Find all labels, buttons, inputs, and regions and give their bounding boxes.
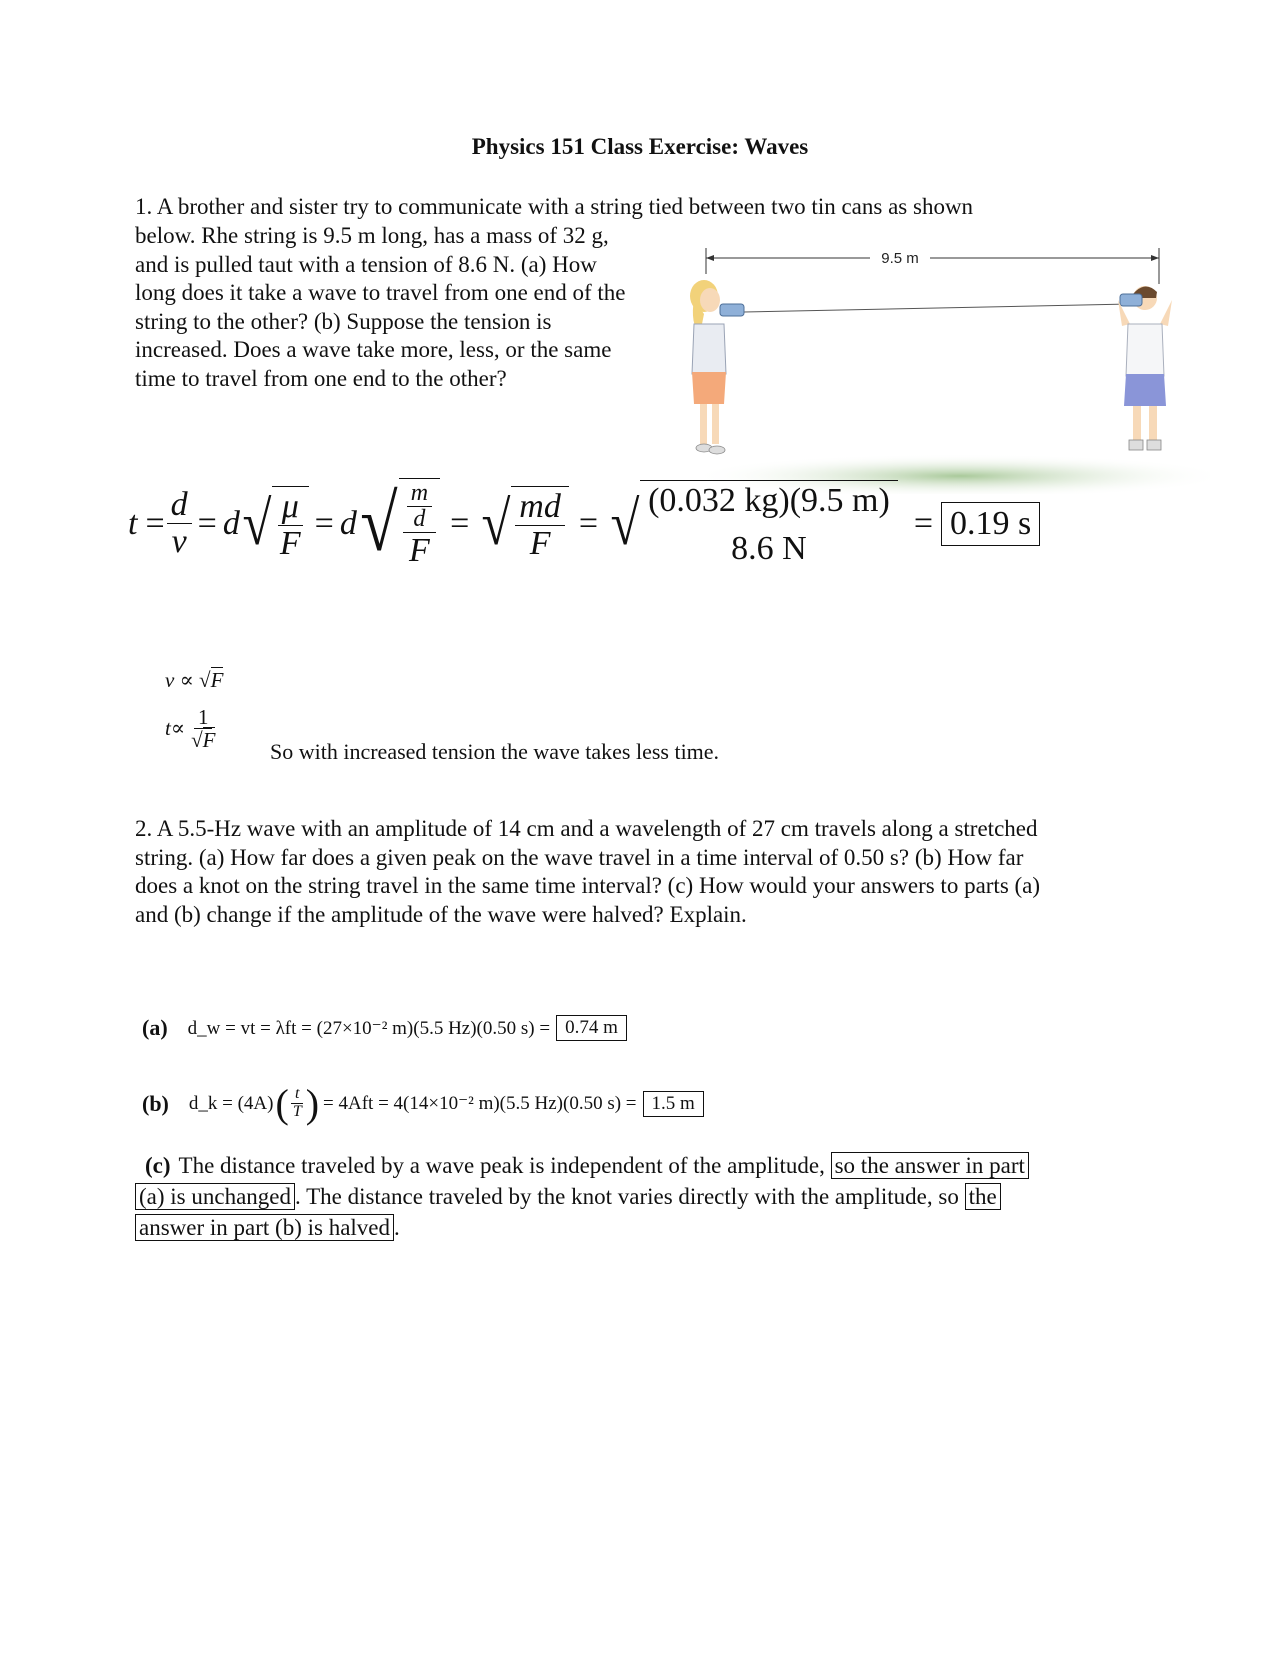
tin-can-icon	[720, 304, 744, 316]
eq-d: d	[339, 504, 357, 542]
answer-box-2c-part4: answer in part (b) is halved	[135, 1214, 394, 1241]
problem1-conclusion: So with increased tension the wave takes less time.	[270, 739, 720, 764]
answer-box-2c-part3: the	[965, 1183, 1001, 1210]
sqrt-icon: √	[481, 489, 511, 558]
problem1-line: and is pulled taut with a tension of 8.6 N. (a) How	[135, 251, 597, 277]
problem2-part-b	[142, 1080, 704, 1127]
eq-den-f: F	[409, 532, 430, 570]
problem1-line: increased. Does a wave take more, less, or the same	[135, 337, 612, 362]
problem2-line: string. (a) How far does a given peak on the wave travel in a time interval of 0.50 s? (b) How far	[135, 844, 1024, 870]
problem1-first-line: 1. A brother and sister try to communicate with a string tied between two tin cans as shown	[135, 194, 974, 219]
eq-sqrt-numeric	[608, 480, 898, 566]
eq-den-f: F	[279, 524, 301, 562]
answer-box-2c-part1: so the answer in part	[831, 1152, 1029, 1179]
dimension-label: 9.5 m	[881, 250, 919, 267]
eq-t: t	[128, 504, 138, 542]
eq-numeric-numerator: (0.032 kg)(9.5 m)	[648, 482, 890, 520]
answer-box-2c-part2: (a) is unchanged	[135, 1183, 295, 1210]
eq-sqrt-mu-over-f	[240, 486, 309, 561]
problem1-line: long does it take a wave to travel from one end of the	[135, 280, 626, 305]
eq-den-f: F	[529, 524, 551, 562]
eq-sqrt-md-over-f	[479, 486, 569, 561]
part-b-label: (b)	[142, 1090, 169, 1116]
answer-box-1a: 0.19 s	[941, 502, 1040, 546]
proportional-icon: ∝	[170, 716, 186, 741]
eq-d: d	[222, 504, 240, 542]
answer-box-2a: 0.74 m	[556, 1015, 627, 1041]
girl-figure	[690, 280, 744, 454]
problem1-line: time to travel from one end to the other?	[135, 365, 507, 391]
part-c-label: (c)	[145, 1153, 171, 1178]
page-title: Physics 151 Class Exercise: Waves	[471, 134, 809, 159]
eq-equals: =	[197, 504, 217, 542]
tin-can-phone-figure	[690, 244, 1210, 494]
problem2-line: does a knot on the string travel in the same time interval? (c) How would your answers to parts (a)	[135, 873, 1041, 898]
left-paren-icon: (	[275, 1081, 289, 1126]
eq-num-md: md	[515, 489, 565, 526]
eq-numeric-denominator: 8.6 N	[731, 530, 807, 568]
tin-can-icon	[1120, 294, 1142, 306]
sqrt-icon: √	[242, 489, 272, 558]
string	[744, 304, 1130, 312]
eq-equals: =	[314, 504, 334, 542]
problem1-line: string to the other? (b) Suppose the tension is	[135, 308, 552, 334]
eq-equals: =	[450, 504, 470, 542]
eq-den-d: d	[413, 506, 426, 533]
eq-den-v: v	[171, 523, 187, 561]
sqrt-icon: √	[610, 489, 640, 558]
problem2-part-c: (c) The distance traveled by a wave peak is independent of the amplitude, so the answer in part (a) is unchanged . The distance traveled by the knot varies directly with the amplitude, so the answer in part (b) is halved .	[135, 1150, 1029, 1243]
proportional-v: v ∝ √F	[165, 668, 224, 692]
eq-equals: =	[145, 504, 165, 542]
eq-equals: =	[578, 504, 599, 542]
sqrt-icon: √	[199, 668, 211, 692]
part-b-expression-pre: d_k = (4A)	[188, 1092, 274, 1114]
eq-equals: =	[913, 504, 934, 542]
problem1-line: below. Rhe string is 9.5 m long, has a mass of 32 g,	[135, 223, 609, 248]
problem2-text	[135, 815, 1040, 929]
right-paren-icon: )	[305, 1081, 320, 1126]
eq-fraction-d-over-v	[167, 487, 192, 559]
boy-figure	[1118, 286, 1172, 450]
problem2-part-a	[142, 1015, 627, 1041]
arrowhead-right-icon	[1151, 255, 1159, 261]
sqrt-icon: √	[191, 728, 203, 753]
part-a-label: (a)	[142, 1015, 168, 1040]
eq-num-mu: μ	[278, 489, 303, 526]
arrowhead-left-icon	[706, 255, 714, 261]
problem1-text	[135, 222, 626, 393]
eq-num-d: d	[167, 487, 192, 524]
answer-box-2b: 1.5 m	[643, 1091, 704, 1117]
part-b-fraction: $\frac{t}{T}$	[292, 1085, 302, 1120]
part-b-expression-post: = 4Aft = 4(14×10⁻² m)(5.5 Hz)(0.50 s) =	[323, 1093, 637, 1114]
part-a-expression: d_w = vt = λft = (27×10⁻² m)(5.5 Hz)(0.50 s) =	[187, 1017, 551, 1039]
eq-sqrt-m-over-d-over-f	[357, 478, 440, 569]
problem1-equation	[128, 478, 1040, 569]
proportional-t: t ∝ $\frac{1}{√F}$	[165, 705, 216, 753]
problem2-line: 2. A 5.5-Hz wave with an amplitude of 14 cm and a wavelength of 27 cm travels along a stretched	[135, 816, 1038, 841]
proportional-icon: ∝	[179, 668, 194, 692]
eq-num-m: m	[407, 481, 432, 507]
problem2-line: and (b) change if the amplitude of the wave were halved? Explain.	[135, 901, 747, 927]
sqrt-icon: √	[360, 479, 398, 568]
